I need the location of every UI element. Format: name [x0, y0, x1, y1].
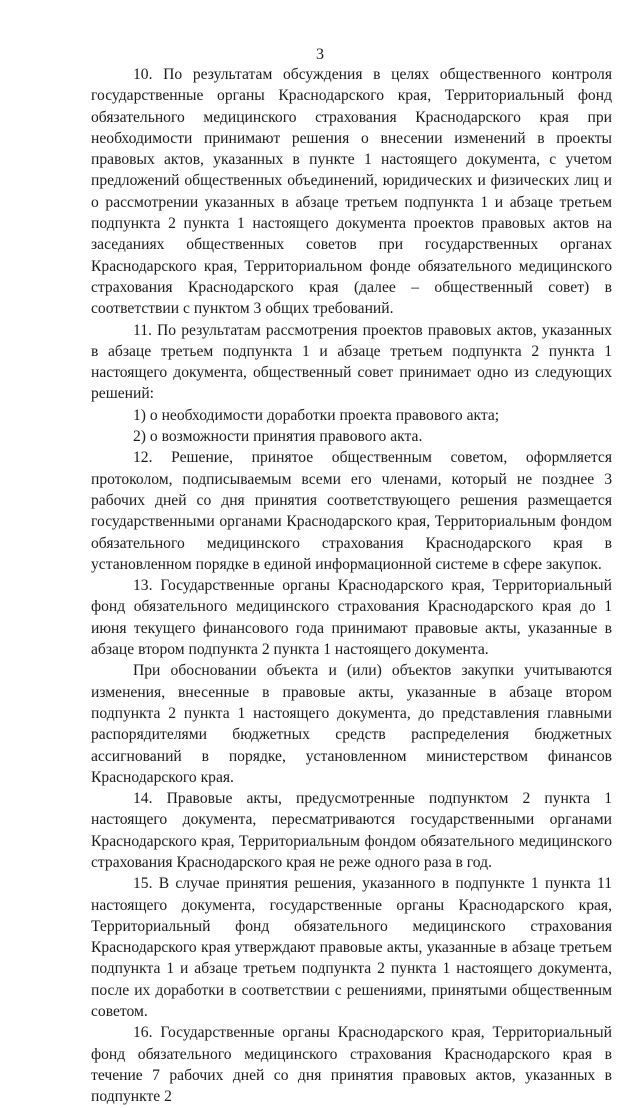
- paragraph-16: 16. Государственные органы Краснодарского края, Территориальный фонд обязательного медицинского страхования Краснодарского края в течение 7 рабочих дней со дня принятия правовых актов, указанных в подпункте 2: [91, 1024, 612, 1106]
- paragraph-14: 14. Правовые акты, предусмотренные подпунктом 2 пункта 1 настоящего документа, пересматриваются государственными органами Краснодарского края, Территориальным фондом обязательного медицинского страхования Краснодарского края не реже одного раза в год.: [91, 790, 612, 871]
- paragraph-10: 10. По результатам обсуждения в целях общественного контроля государственные органы Краснодарского края, Территориальный фонд обязательного медицинского страхования Краснодарского края при необходимости принимают решения о внесении изменений в проекты правовых актов, указанных в пункте 1 настоящего документа, с учетом предложений общественных объединений, юридических и физических лиц и о рассмотрении указанных в абзаце третьем подпункта 1 и абзаце третьем подпункта 2 пункта 1 настоящего документа проектов правовых актов на заседаниях общественных советов при государственных органах Краснодарского края, Территориальном фонде обязательного медицинского страхования Краснодарского края (далее – общественный совет) в соответствии с пунктом 3 общих требований.: [91, 66, 612, 318]
- page-number: 3: [316, 46, 324, 63]
- paragraph-12: 12. Решение, принятое общественным советом, оформляется протоколом, подписываемым всеми его членами, который не позднее 3 рабочих дней со дня принятия соответствующего решения размещается государственными органами Краснодарского края, Территориальным фондом обязательного медицинского страхования Краснодарского края в установленном порядке в единой информационной системе в сфере закупок.: [91, 449, 612, 573]
- paragraph-11: 11. По результатам рассмотрения проектов правовых актов, указанных в абзаце третьем подпункта 1 и абзаце третьем подпункта 2 пункта 1 настоящего документа, общественный совет принимает одно из следующих решений:: [91, 321, 612, 403]
- list-item-2: 2) о возможности принятия правового акта.: [133, 428, 423, 446]
- paragraph-13-continued: При обосновании объекта и (или) объектов закупки учитываются изменения, внесенные в правовые акты, указанные в абзаце втором подпункта 2 пункта 1 настоящего документа, до представления главными распорядителями бюджетных средств распределения бюджетных ассигнований в порядке, установленном министерством финансов Краснодарского края.: [91, 662, 612, 786]
- document-body: [91, 64, 612, 1108]
- list-item-1: 1) о необходимости доработки проекта правового акта;: [133, 406, 500, 424]
- paragraph-15: 15. В случае принятия решения, указанного в подпункте 1 пункта 11 настоящего документа, государственные органы Краснодарского края, Территориальный фонд обязательного медицинского страхования Краснодарского края утверждают правовые акты, указанные в абзаце третьем подпункта 1 и абзаце третьем подпункта 2 пункта 1 настоящего документа, после их доработки в соответствии с решениями, принятыми общественным советом.: [91, 875, 612, 1021]
- paragraph-13: 13. Государственные органы Краснодарского края, Территориальный фонд обязательного медицинского страхования Краснодарского края до 1 июня текущего финансового года принимают правовые акты, указанные в абзаце втором подпункта 2 пункта 1 настоящего документа.: [91, 577, 612, 659]
